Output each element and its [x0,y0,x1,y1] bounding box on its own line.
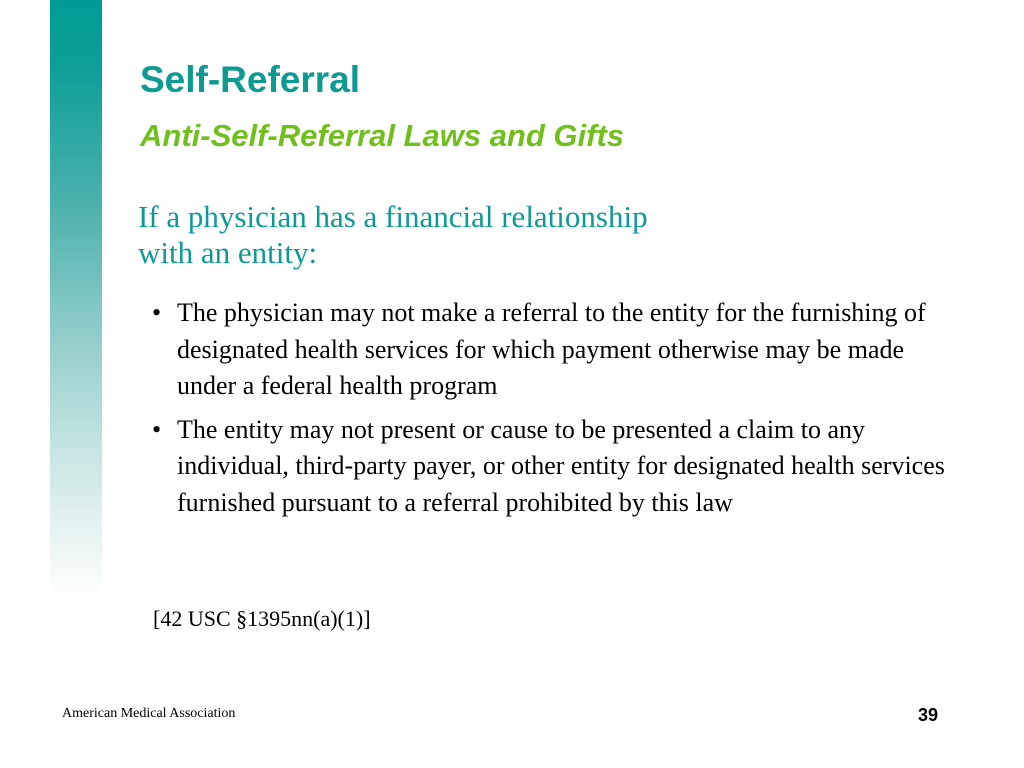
bullet-text: The physician may not make a referral to the entity for the furnishing of designated health services for which payment otherwise may be made under a federal health program [177,298,926,400]
intro-line-2: with an entity: [138,235,318,270]
footer-organization: American Medical Association [62,706,236,721]
bullet-icon: • [152,414,162,444]
citation: [42 USC §1395nn(a)(1)] [153,606,371,631]
intro-text [138,199,838,271]
page-number: 39 [917,705,938,725]
bullet-item [152,295,952,405]
intro-line-1: If a physician has a financial relationship [138,199,648,234]
slide-title: Self-Referral [140,59,361,100]
bullet-item [152,412,952,522]
bullet-text: The entity may not present or cause to be presented a claim to any individual, third-party payer, or other entity for designated health services furnished pursuant to a referral prohibited by this law [177,414,945,517]
slide-subtitle: Anti-Self-Referral Laws and Gifts [140,118,625,153]
bullet-list [152,295,952,528]
bullet-icon: • [152,298,162,327]
accent-bar [50,0,102,600]
